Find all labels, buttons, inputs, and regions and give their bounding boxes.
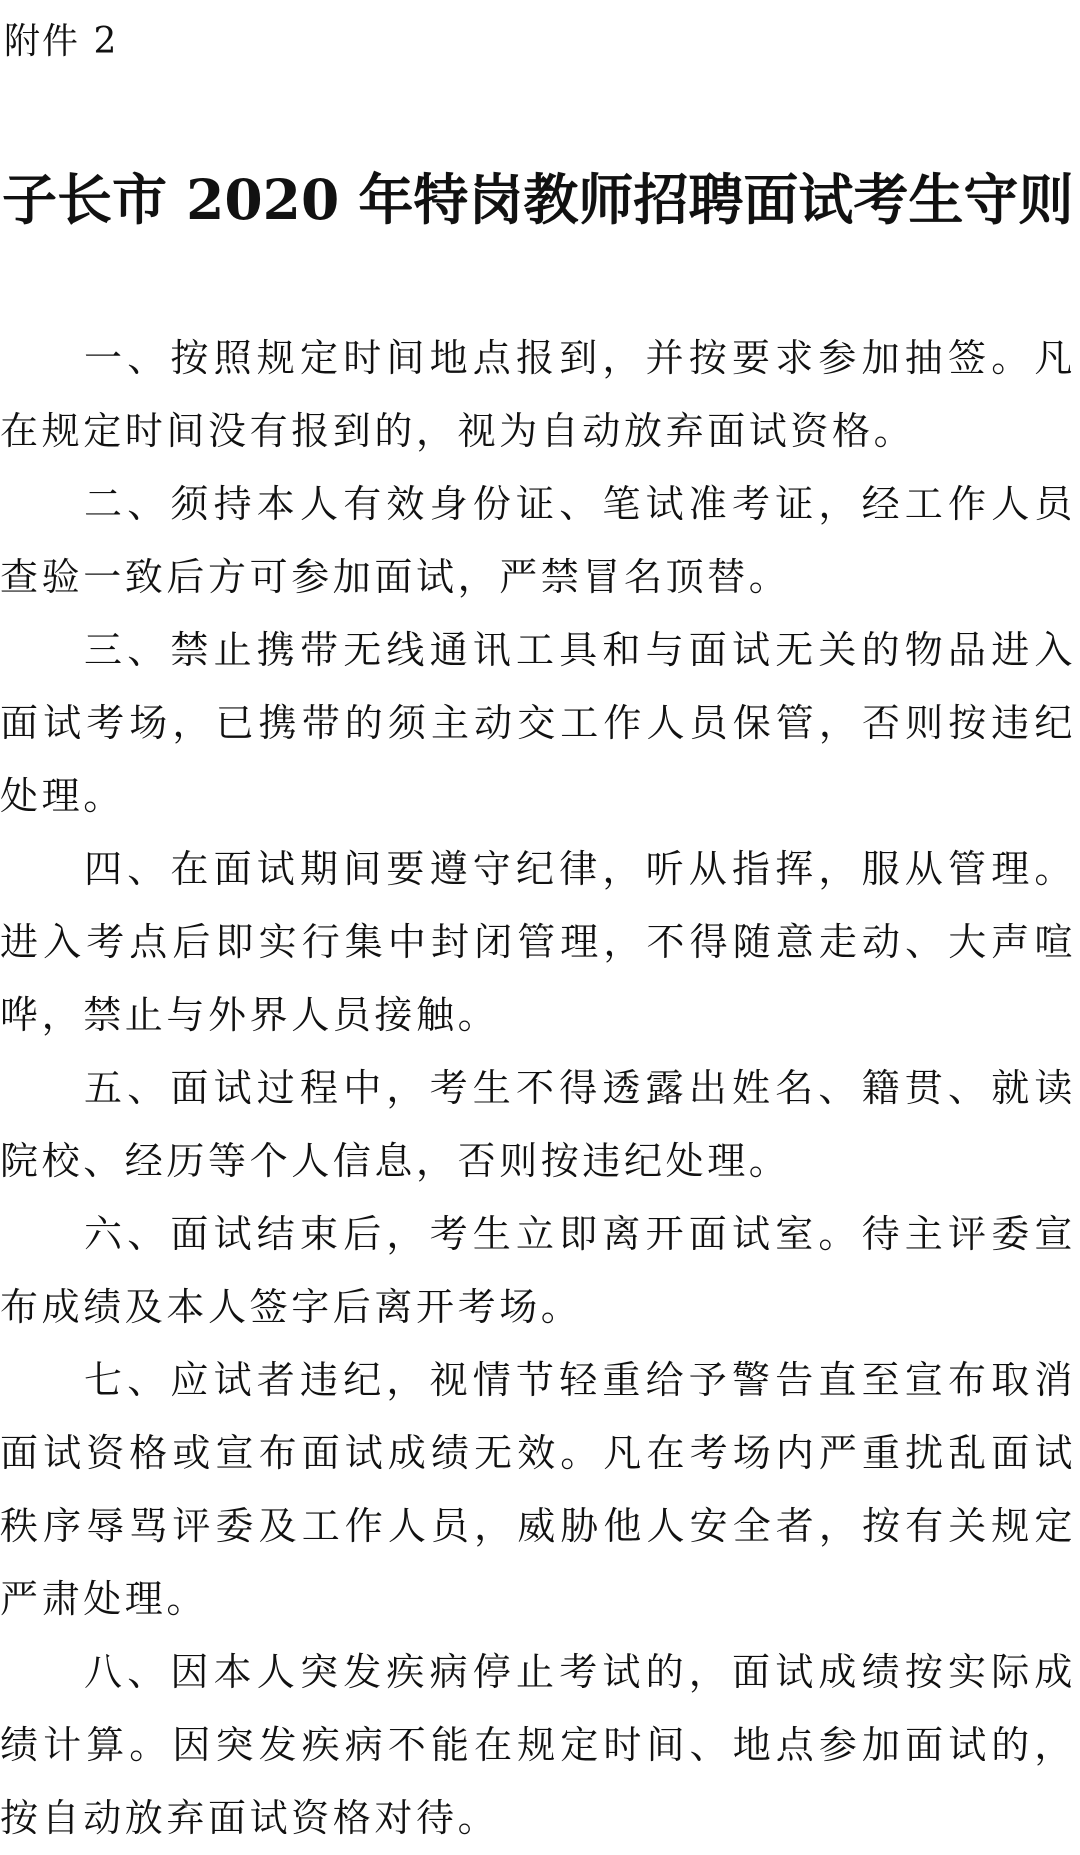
- rule-6: 六、面试结束后，考生立即离开面试室。待主评委宣布成绩及本人签字后离开考场。: [0, 1212, 1076, 1329]
- rule-8: 八、因本人突发疾病停止考试的，面试成绩按实际成绩计算。因突发疾病不能在规定时间、地点参加面试的，按自动放弃面试资格对待。: [0, 1650, 1076, 1840]
- attachment-label: 附件 2: [4, 21, 119, 62]
- page-title: 子长市 2020 年特岗教师招聘面试考生守则: [2, 167, 1074, 232]
- rule-4: 四、在面试期间要遵守纪律，听从指挥，服从管理。进入考点后即实行集中封闭管理，不得随意走动、大声喧哗，禁止与外界人员接触。: [0, 847, 1076, 1037]
- rule-5: 五、面试过程中，考生不得透露出姓名、籍贯、就读院校、经历等个人信息，否则按违纪处理。: [0, 1066, 1076, 1183]
- rules-body: [0, 322, 1076, 1855]
- rule-2: 二、须持本人有效身份证、笔试准考证，经工作人员查验一致后方可参加面试，严禁冒名顶替。: [0, 482, 1076, 599]
- rule-3: 三、禁止携带无线通讯工具和与面试无关的物品进入面试考场，已携带的须主动交工作人员保管，否则按违纪处理。: [0, 628, 1076, 818]
- rule-1: 一、按照规定时间地点报到，并按要求参加抽签。凡在规定时间没有报到的，视为自动放弃面试资格。: [0, 336, 1076, 453]
- rule-7: 七、应试者违纪，视情节轻重给予警告直至宣布取消面试资格或宣布面试成绩无效。凡在考场内严重扰乱面试秩序辱骂评委及工作人员，威胁他人安全者，按有关规定严肃处理。: [0, 1358, 1076, 1621]
